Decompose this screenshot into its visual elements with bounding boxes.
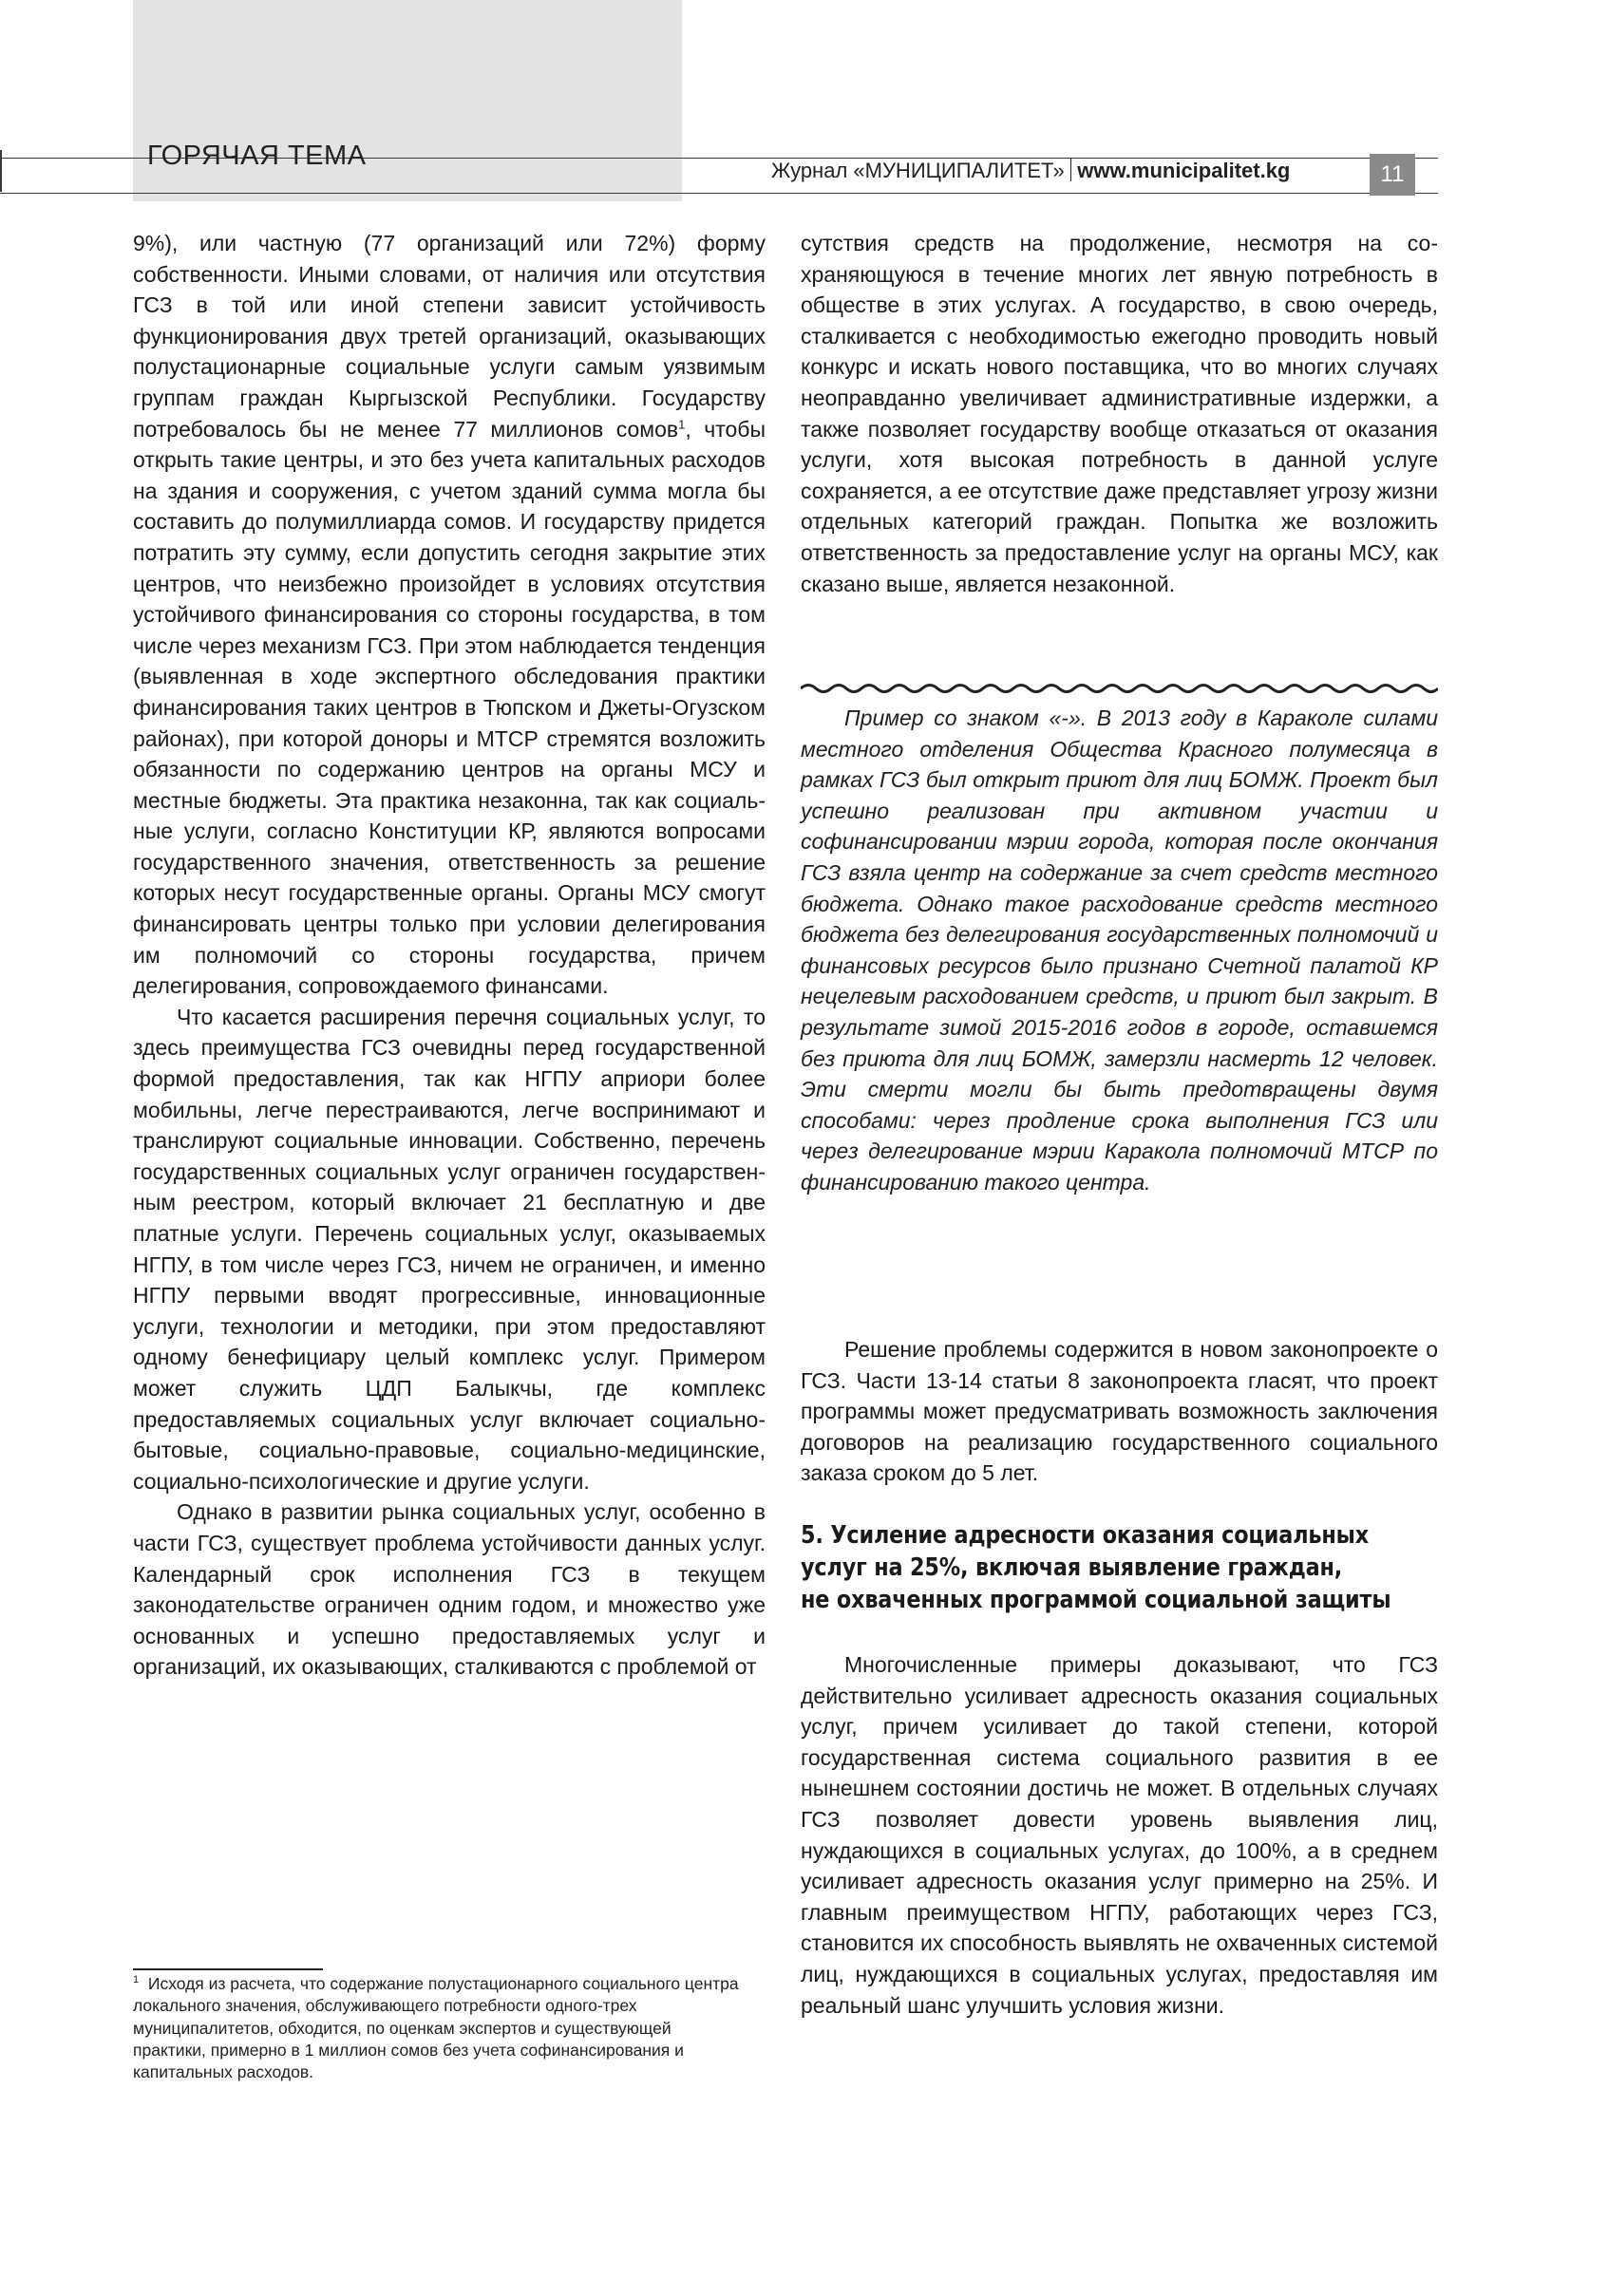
- page-number: 11: [1370, 154, 1415, 196]
- left-column: [133, 228, 766, 1683]
- footnote: [133, 1973, 741, 2083]
- journal-website: www.municipalitet.kg: [1077, 159, 1291, 182]
- section-heading-line-2: услуг на 25%, включая выявление граждан,: [801, 1553, 1343, 1582]
- journal-separator: [1070, 159, 1072, 181]
- section-heading-line-3: не охваченных программой социальной защиты: [801, 1586, 1391, 1614]
- right-paragraph-2: Решение проблемы содержится в новом законопроекте о ГСЗ. Части 13-14 статьи 8 законопроекта гласят, что проект программы может предусматривать возможность заключения договоров на реализацию государственного социального заказа сроком до 5 лет.: [801, 1337, 1438, 1486]
- right-paragraph-3-wrap: [801, 1649, 1438, 2021]
- footnote-marker: 1: [133, 1974, 140, 1986]
- journal-info: [771, 159, 1290, 183]
- section-heading: [801, 1519, 1391, 1616]
- left-paragraph-3: Однако в развитии рынка социальных услуг, особенно в части ГСЗ, существует проблема устойчивости данных услуг. Календарный срок исполнения ГСЗ в текущем законодательстве ограничен одним годом, и множество уже основанных и успешно предоставляемых услуг и организаций, их оказывающих, сталкиваются с проблемой от: [133, 1499, 766, 1680]
- footnote-ref: 1: [678, 416, 686, 431]
- section-heading-line-1: 5. Усиление адресности оказания социальных: [801, 1521, 1369, 1550]
- footnote-rule: [133, 1968, 323, 1970]
- left-paragraph-1-text: 9%), или частную (77 организаций или 72%) форму собственности. Иными словами, от наличия или отсутствия ГСЗ в той или иной степени зависит устойчивость функционирования двух третей организаций, оказывающих полустационарные социальные услуги самым уязвимым группам граждан Кыргызской Республики. Государству потребовалось бы не менее 77 миллионов сомов: [133, 231, 766, 442]
- example-text: Пример со знаком «-». В 2013 году в Караколе силами местного отделения Общества Красного полумесяца в рамках ГСЗ был открыт приют для лиц БОМЖ. Проект был успешно реализован при активном участии и софинансировании мэрии города, которая после окончания ГСЗ взяла центр на содержание за счет средств местного бюджета. Однако такое расходование средств местного бюджета без делегирования государственных полномочий и финансовых ресурсов было признано Счетной палатой КР нецелевым расходованием средств, и приют был закрыт. В результате зимой 2015-2016 годов в городе, оставшемся без приюта для лиц БОМЖ, замерзли насмерть 12 человек. Эти смерти могли бы быть предотвращены двумя способами: через продление срока выполнения ГСЗ или через делегирование мэрии Каракола полномочий МТСР по финансированию такого центра.: [801, 706, 1438, 1195]
- right-paragraph-3: Многочисленные примеры доказывают, что ГСЗ действительно усиливает адресность оказания социальных услуг, причем усиливает до такой степени, которой государственная система социального развития в ее нынешнем состоянии достичь не может. В отдельных случаях ГСЗ позволяет довести уровень выявления лиц, нуждающихся в социальных услугах, до 100%, а в среднем усиливает адресность оказания услуг примерно на 25%. И главным преимуществом НГПУ, работающих через ГСЗ, становится их способность выявлять не охваченных системой лиц, нуждающихся в социальных услугах, предоставляя им реальный шанс улучшить условия жизни.: [801, 1652, 1438, 2018]
- left-paragraph-2: Что касается расширения перечня социальных услуг, то здесь преимущества ГСЗ очевидны перед государственной формой предоставления, так как НГПУ априори более мобильны, легче перестраиваются, легче воспринимают и транслируют социальные инновации. Собственно, перечень государственных социальных услуг ограничен государственным реестром, который включает 21 бесплатную и две платные услуги. Перечень социальных услуг, оказываемых НГПУ, в том числе через ГСЗ, ничем не ограничен, и именно НГПУ первыми вводят прогрессивные, инновационные услуги, технологии и методики, при этом предоставляют одному бенефициару целый комплекс услуг. Примером может служить ЦДП Балыкчы, где комплекс предоставляемых социальных услуг включает социально-бытовые, социально-правовые, социально-медицинские, социально-психологические и другие услуги.: [133, 1004, 766, 1494]
- example-block: [801, 703, 1438, 1198]
- right-paragraph-2-wrap: [801, 1334, 1438, 1489]
- right-paragraph-1: сутствия средств на продолжение, несмотря на сохраняющуюся в течение многих лет явную потребность в обществе в этих услугах. А государство, в свою очередь, сталкивается с необходимостью ежегодно проводить новый конкурс и искать нового поставщика, что во многих случаях неоправданно увеличивает административные издержки, а также позволяет государству вообще отказаться от оказания услуги, хотя высокая потребность в данной услуге сохраняется, а ее отсутствие даже представляет угрозу жизни отдельных категорий граждан. Попытка же возложить ответственность за предоставление услуг на органы МСУ, как сказано выше, является незаконной.: [801, 231, 1438, 596]
- journal-name: Журнал «МУНИЦИПАЛИТЕТ»: [771, 159, 1065, 182]
- left-paragraph-1: [133, 228, 766, 1002]
- section-title: ГОРЯЧАЯ ТЕМА: [147, 141, 367, 171]
- right-column: [801, 228, 1438, 599]
- footnote-text: Исходя из расчета, что содержание полустационарного социального центра локального значения, обслуживающего потребности одного-трех муниципалитетов, обходится, по оценкам экспертов и существующей практики, примерно в 1 миллион сомов без учета софинансирования и капитальных расходов.: [133, 1974, 739, 2082]
- wavy-divider: [801, 682, 1438, 695]
- left-paragraph-1-text-cont: , чтобы открыть такие центры, и это без учета капитальных расходов на здания и сооружения, с учетом зданий сумма могла бы составить до полумиллиарда сомов. И государству придется потратить эту сумму, если допустить сегодня закрытие этих центров, что неизбежно произойдет в условиях отсутствия устойчивого финансирования со стороны государства, в том числе через механизм ГСЗ. При этом наблюдается тенденция (выявленная в ходе экспертного обследования практики финансирования таких центров в Тюпском и Джеты-Огузском районах), при которой доноры и МТСР стремятся возложить обязанности по содержанию центров на органы МСУ и местные бюджеты. Эта практика незаконна, так как социальные услуги, согласно Конституции КР, являются вопросами государственного значения, ответственность за решение которых несут государственные органы. Органы МСУ смогут финансировать центры только при условии делегирования им полномочий со стороны государства, причем делегирования, сопровождаемого финансами.: [133, 416, 766, 999]
